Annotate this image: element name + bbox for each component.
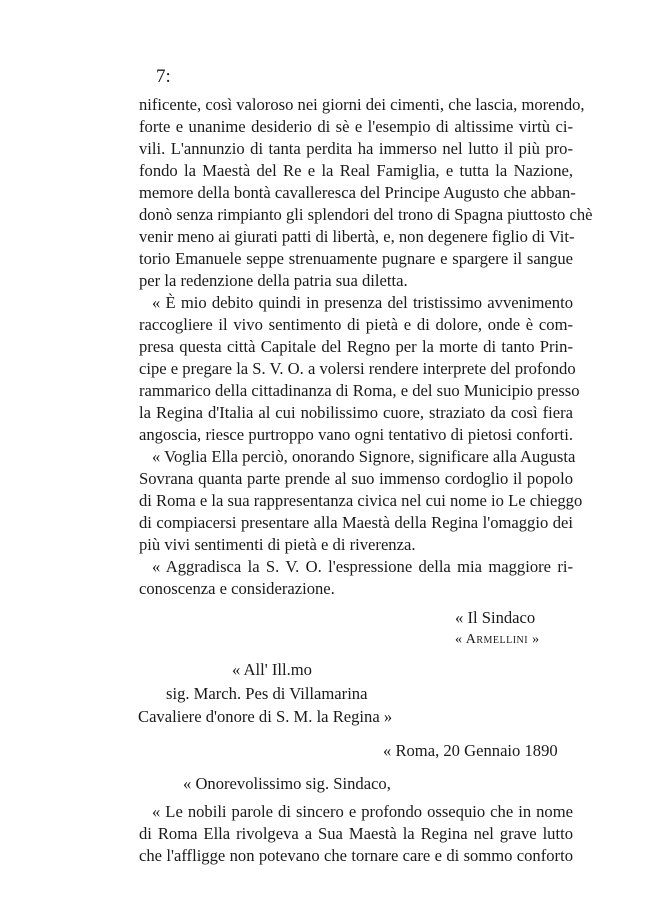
address-line-2: sig. March. Pes di Villamarina — [166, 684, 368, 703]
text-line: « Voglia Ella perciò, onorando Signore, significare alla Augusta — [152, 447, 576, 466]
signature-title: « Il Sindaco — [455, 608, 536, 627]
signature-name: « Armellini » — [455, 632, 540, 647]
text-line: torio Emanuele seppe strenuamente pugnare e spargere il sangue — [139, 249, 573, 268]
page-number: 7: — [156, 66, 171, 87]
address-line-1: « All' Ill.mo — [232, 660, 312, 679]
salutation: « Onorevolissimo sig. Sindaco, — [183, 774, 391, 793]
text-line: nificente, così valoroso nei giorni dei cimenti, che lascia, morendo, — [139, 95, 585, 114]
text-line: presa questa città Capitale del Regno per la morte di tanto Prin- — [139, 337, 573, 356]
text-line: vili. L'annunzio di tanta perdita ha immerso nel lutto il più pro- — [139, 139, 573, 158]
text-line: di Roma Ella rivolgeva a Sua Maestà la Regina nel grave lutto — [139, 824, 573, 843]
text-line: « È mio debito quindi in presenza del tristissimo avvenimento — [152, 293, 573, 312]
text-line: che l'affligge non potevano che tornare care e di sommo conforto — [139, 846, 573, 865]
text-line: memore della bontà cavalleresca del Principe Augusto che abban- — [139, 183, 576, 202]
text-line: più vivi sentimenti di pietà e di riverenza. — [139, 535, 416, 554]
text-line: rammarico della cittadinanza di Roma, e del suo Municipio presso — [139, 381, 580, 400]
text-line: raccogliere il vivo sentimento di pietà e di dolore, onde è com- — [139, 315, 573, 334]
text-line: angoscia, riesce purtroppo vano ogni tentativo di pietosi conforti. — [139, 425, 573, 444]
text-line: « Le nobili parole di sincero e profondo ossequio che in nome — [152, 802, 573, 821]
text-line: cipe e pregare la S. V. O. a volersi rendere interprete del profondo — [139, 359, 576, 378]
text-line: conoscenza e considerazione. — [139, 579, 335, 598]
text-line: donò senza rimpianto gli splendori del trono di Spagna piuttosto chè — [139, 205, 593, 224]
text-line: forte e unanime desiderio di sè e l'esempio di altissime virtù ci- — [139, 117, 573, 136]
text-line: di Roma e la sua rappresentanza civica nel cui nome io Le chieggo — [139, 491, 583, 510]
address-line-3: Cavaliere d'onore di S. M. la Regina » — [138, 707, 393, 726]
text-line: Sovrana quanta parte prende al suo immenso cordoglio il popolo — [139, 469, 573, 488]
text-line: la Regina d'Italia al cui nobilissimo cuore, straziato da così fiera — [139, 403, 573, 422]
text-line: di compiacersi presentare alla Maestà della Regina l'omaggio dei — [139, 513, 573, 532]
text-line: venir meno ai giurati patti di libertà, e, non degenere figlio di Vit- — [139, 227, 575, 246]
text-line: « Aggradisca la S. V. O. l'espressione della mia maggiore ri- — [152, 557, 573, 576]
text-line: fondo la Maestà del Re e la Real Famiglia, e tutta la Nazione, — [139, 161, 573, 180]
dateline: « Roma, 20 Gennaio 1890 — [383, 741, 558, 760]
text-line: per la redenzione della patria sua diletta. — [139, 271, 408, 290]
